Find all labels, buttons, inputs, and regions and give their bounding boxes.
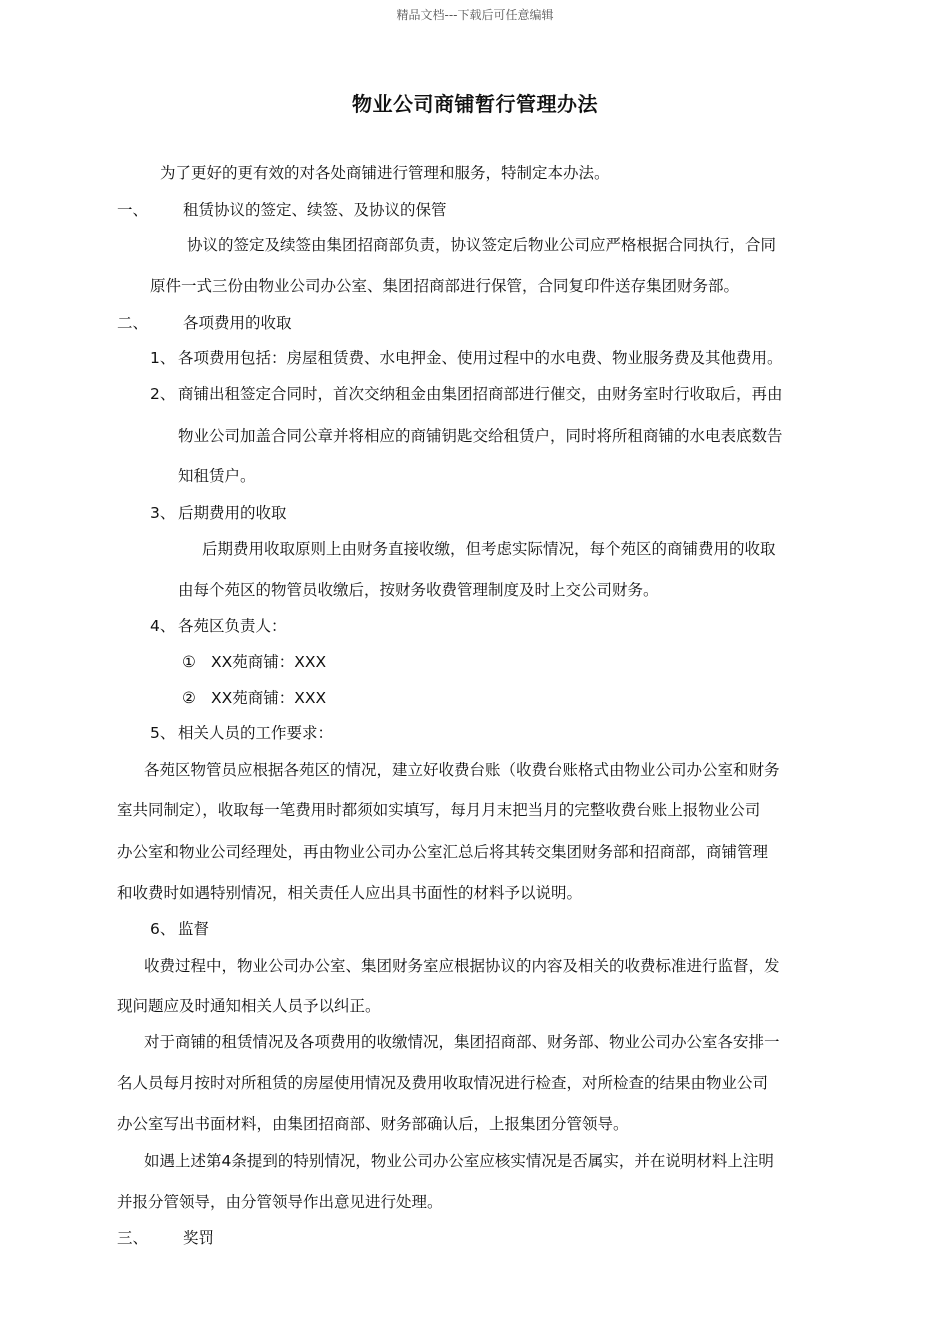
section-title: 奖罚	[183, 1229, 215, 1247]
list-item-4	[150, 616, 287, 636]
paragraph-line: 收费过程中，物业公司办公室、集团财务室应根据协议的内容及相关的收费标准进行监督，发	[144, 957, 780, 975]
item-text: 各项费用包括：房屋租赁费、水电押金、使用过程中的水电费、物业服务费及其他费用。	[178, 349, 783, 367]
paragraph-line: 如遇上述第4条提到的特别情况，物业公司办公室应核实情况是否属实，并在说明材料上注明	[144, 1152, 774, 1170]
paragraph-line: 由每个苑区的物管员收缴后，按财务收费管理制度及时上交公司财务。	[178, 581, 659, 599]
section-heading-2	[117, 313, 292, 333]
item-number: 4、	[150, 617, 176, 635]
document-title: 物业公司商铺暂行管理办法	[352, 92, 598, 116]
page-header: 精品文档---下载后可任意编辑	[396, 8, 554, 22]
item-text: 后期费用的收取	[178, 504, 287, 522]
sub-item-mark: ②	[182, 689, 196, 707]
paragraph-line: 名人员每月按时对所租赁的房屋使用情况及费用收取情况进行检查，对所检查的结果由物业公司	[117, 1074, 769, 1092]
paragraph-line: 办公室和物业公司经理处，再由物业公司办公室汇总后将其转交集团财务部和招商部，商铺管理	[117, 843, 769, 861]
section-heading-1	[117, 200, 447, 220]
paragraph-line: 协议的签定及续签由集团招商部负责，协议签定后物业公司应严格根据合同执行，合同	[187, 236, 777, 254]
section-number: 二、	[117, 314, 149, 332]
list-item-2	[150, 384, 783, 404]
item-number: 5、	[150, 724, 176, 742]
paragraph-line: 原件一式三份由物业公司办公室、集团招商部进行保管，合同复印件送存集团财务部。	[150, 277, 740, 295]
sub-item-mark: ①	[182, 653, 196, 671]
item-text: 监督	[178, 920, 210, 938]
item-number: 6、	[150, 920, 176, 938]
list-item-5	[150, 723, 333, 743]
paragraph-line: 和收费时如遇特别情况，相关责任人应出具书面性的材料予以说明。	[117, 884, 583, 902]
section-title: 租赁协议的签定、续签、及协议的保管	[183, 201, 447, 219]
sub-item-text: XX苑商铺：XXX	[211, 653, 327, 671]
sub-item-1	[182, 652, 326, 672]
section-title: 各项费用的收取	[183, 314, 292, 332]
list-item-3	[150, 503, 287, 523]
paragraph-line: 并报分管领导，由分管领导作出意见进行处理。	[117, 1193, 443, 1211]
intro-paragraph: 为了更好的更有效的对各处商铺进行管理和服务，特制定本办法。	[160, 164, 610, 182]
sub-item-2	[182, 688, 326, 708]
paragraph-line: 后期费用收取原则上由财务直接收缴，但考虑实际情况，每个苑区的商铺费用的收取	[202, 540, 776, 558]
item-text: 各苑区负责人：	[178, 617, 287, 635]
item-number: 2、	[150, 385, 176, 403]
paragraph-line: 办公室写出书面材料，由集团招商部、财务部确认后，上报集团分管领导。	[117, 1115, 629, 1133]
item-text: 商铺出租签定合同时，首次交纳租金由集团招商部进行催交，由财务室时行收取后，再由	[178, 385, 783, 403]
paragraph-line: 现问题应及时通知相关人员予以纠正。	[117, 997, 381, 1015]
paragraph-line: 对于商铺的租赁情况及各项费用的收缴情况，集团招商部、财务部、物业公司办公室各安排一	[144, 1033, 780, 1051]
item-number: 3、	[150, 504, 176, 522]
list-item-1	[150, 348, 783, 368]
section-number: 三、	[117, 1229, 149, 1247]
sub-item-text: XX苑商铺：XXX	[211, 689, 327, 707]
section-heading-3	[117, 1228, 214, 1248]
section-number: 一、	[117, 201, 149, 219]
item-number: 1、	[150, 349, 176, 367]
paragraph-line: 室共同制定），收取每一笔费用时都须如实填写，每月月末把当月的完整收费台账上报物业公司	[117, 801, 761, 819]
paragraph-line: 物业公司加盖合同公章并将相应的商铺钥匙交给租赁户，同时将所租商铺的水电表底数告	[178, 427, 783, 445]
list-item-6	[150, 919, 209, 939]
item-text: 相关人员的工作要求：	[178, 724, 334, 742]
paragraph-line: 各苑区物管员应根据各苑区的情况，建立好收费台账（收费台账格式由物业公司办公室和财务	[144, 761, 780, 779]
paragraph-line: 知租赁户。	[178, 467, 256, 485]
